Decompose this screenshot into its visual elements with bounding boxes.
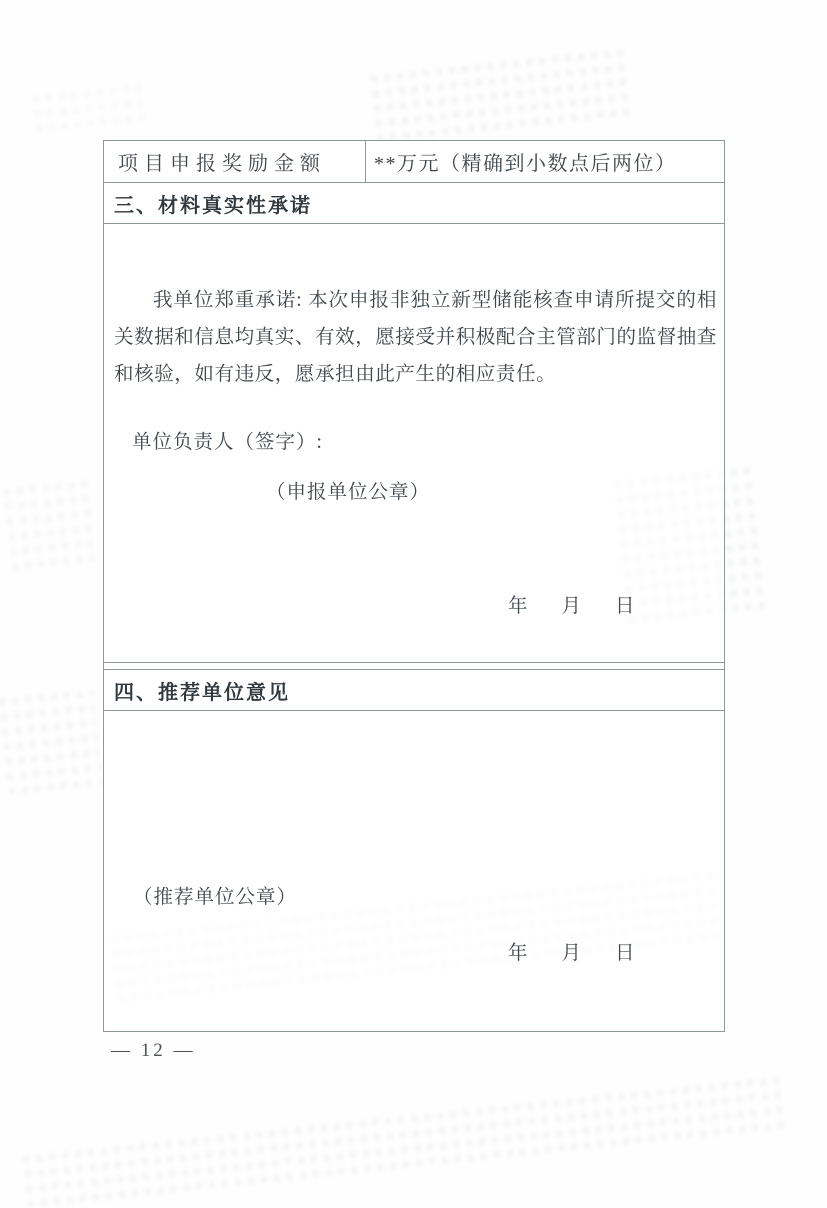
watermark-smudge — [28, 80, 152, 132]
date-month: 月 — [561, 943, 582, 964]
section-3-header: 三、材料真实性承诺 — [104, 183, 724, 224]
recommendation-cell — [104, 711, 724, 1031]
watermark-smudge — [0, 475, 103, 574]
section-4-header: 四、推荐单位意见 — [104, 670, 724, 711]
section-divider — [104, 663, 724, 670]
signer-label: 单位负责人（签字）: — [132, 432, 323, 453]
watermark-smudge — [0, 685, 103, 795]
date-line — [508, 937, 635, 965]
date-line — [508, 590, 635, 618]
date-year: 年 — [508, 943, 528, 964]
commitment-paragraph: 我单位郑重承诺: 本次申报非独立新型储能核查申请所提交的相关数据和信息均真实、有效，愿接受并积极配合主管部门的监督抽查和核验，如有违反，愿承担由此产生的相应责任。 — [114, 290, 718, 385]
commitment-cell — [104, 224, 724, 663]
recommender-seal-label: （推荐单位公章） — [133, 887, 298, 908]
reward-amount-label: 项目申报奖励金额 — [104, 141, 366, 182]
reward-amount-value: **万元（精确到小数点后两位） — [374, 153, 677, 175]
date-year: 年 — [508, 596, 528, 617]
application-form-table — [103, 140, 725, 1032]
watermark-smudge — [367, 45, 633, 144]
page-number: — 12 — — [111, 1040, 196, 1061]
applicant-seal-label: （申报单位公章） — [266, 482, 431, 503]
date-month: 月 — [561, 596, 582, 617]
reward-amount-row — [104, 141, 724, 183]
date-day: 日 — [615, 943, 635, 964]
date-day: 日 — [615, 596, 635, 617]
watermark-smudge — [19, 1072, 791, 1208]
